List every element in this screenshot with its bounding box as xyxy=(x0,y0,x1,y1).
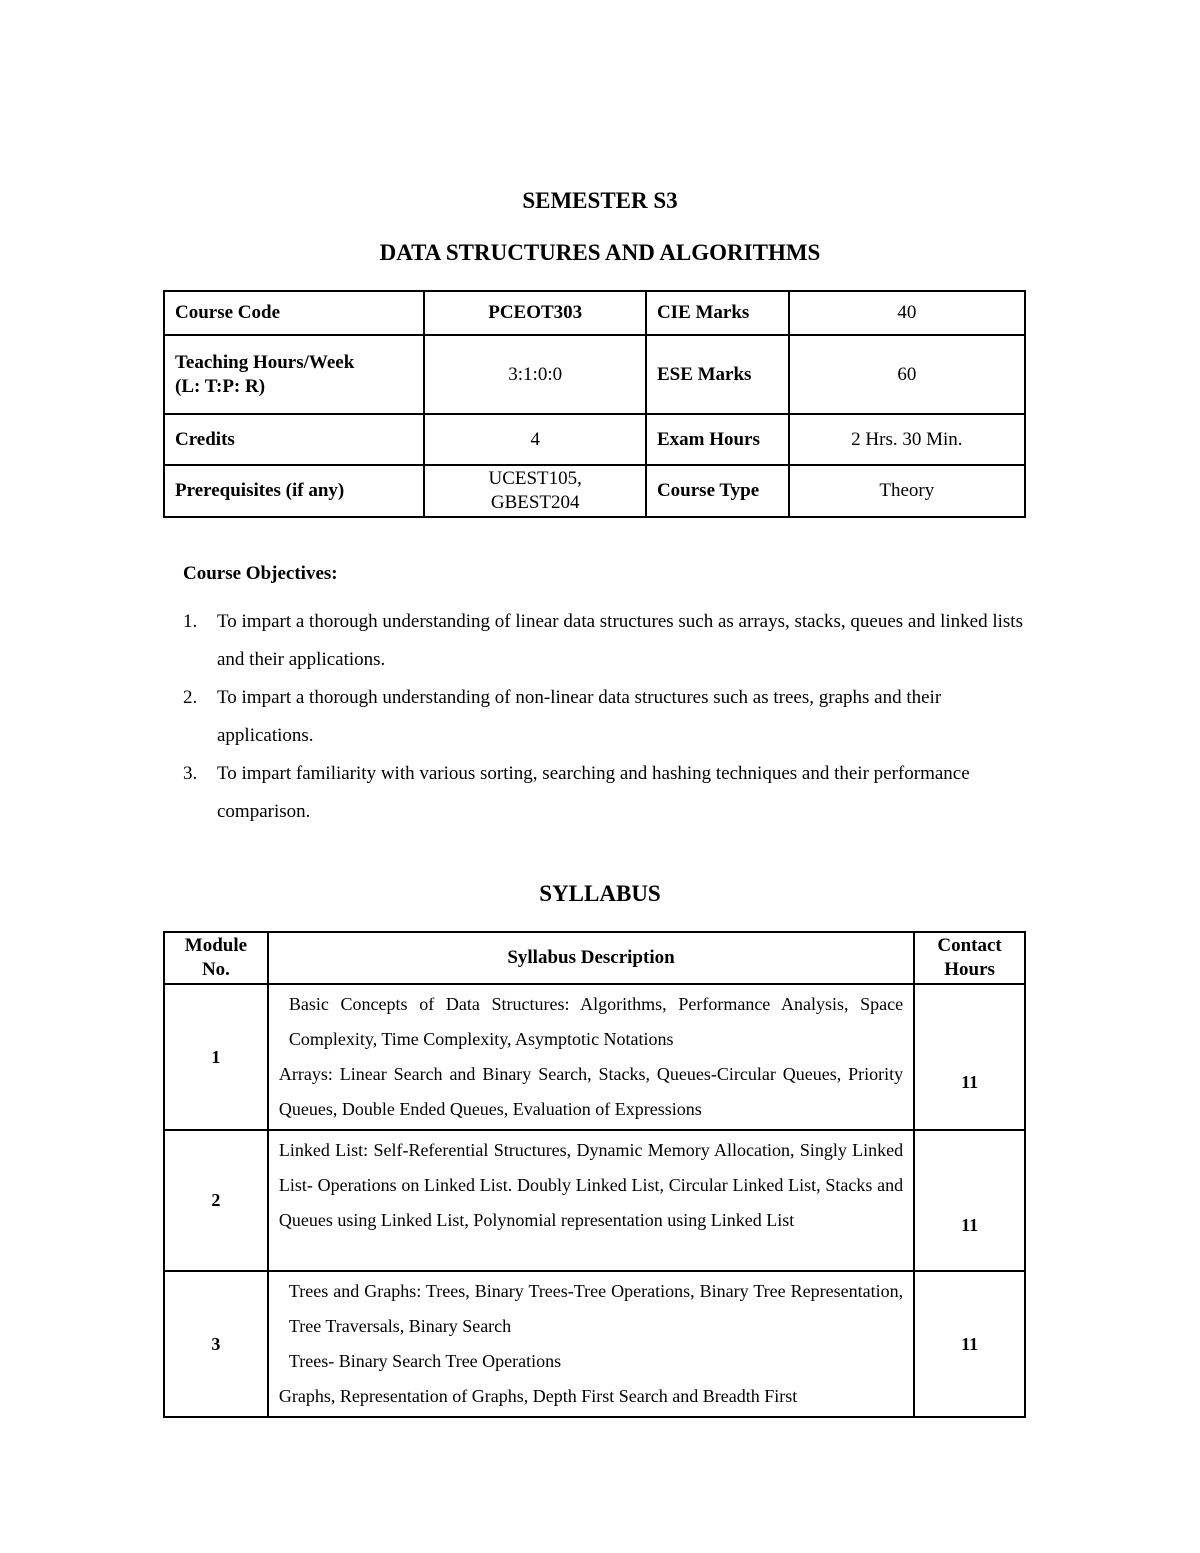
course-info-table xyxy=(163,290,1026,518)
module-hours: 11 xyxy=(914,1130,1025,1271)
semester-title: SEMESTER S3 xyxy=(522,188,678,213)
module-line: Trees and Graphs: Trees, Binary Trees-Tree Operations, Binary Tree Representation, Tree Traversals, Binary Search xyxy=(288,1281,904,1336)
module-description xyxy=(268,1271,914,1417)
objective-number: 1. xyxy=(183,611,198,632)
module-header-line2: No. xyxy=(201,959,230,980)
course-type-label: Course Type xyxy=(646,465,789,517)
hours-header-line2: Hours xyxy=(944,959,995,980)
credits-label: Credits xyxy=(164,414,424,465)
objective-item xyxy=(183,679,1033,755)
objective-item xyxy=(183,603,1033,679)
module-line: Basic Concepts of Data Structures: Algorithms, Performance Analysis, Space Complexity, Time Complexity, Asymptotic Notations xyxy=(288,994,904,1049)
exam-hours-value: 2 Hrs. 30 Min. xyxy=(789,414,1025,465)
course-objectives-section xyxy=(183,563,1033,831)
objective-text: To impart a thorough understanding of linear data structures such as arrays, stacks, queues and linked lists and their applications. xyxy=(217,611,1023,670)
ese-marks-value: 60 xyxy=(789,335,1025,414)
course-objectives-list xyxy=(183,603,1033,831)
teaching-hours-label-line2: (L: T:P: R) xyxy=(175,375,266,397)
objective-text: To impart a thorough understanding of non-linear data structures such as trees, graphs and their applications. xyxy=(217,687,942,746)
ese-marks-label: ESE Marks xyxy=(646,335,789,414)
objective-number: 3. xyxy=(183,763,198,784)
module-line: Graphs, Representation of Graphs, Depth First Search and Breadth First xyxy=(278,1386,798,1406)
teaching-hours-row xyxy=(164,335,1025,414)
prerequisites-line2: GBEST204 xyxy=(490,492,580,513)
module-hours: 11 xyxy=(914,984,1025,1130)
module-line: Trees- Binary Search Tree Operations xyxy=(288,1351,562,1371)
module-hours: 11 xyxy=(914,1271,1025,1417)
module-header-line1: Module xyxy=(184,935,248,956)
course-code-label: Course Code xyxy=(164,291,424,335)
module-number: 2 xyxy=(164,1130,268,1271)
module-description xyxy=(268,1130,914,1271)
prerequisites-value xyxy=(424,465,646,517)
course-code-value: PCEOT303 xyxy=(424,291,646,335)
exam-hours-label: Exam Hours xyxy=(646,414,789,465)
course-objectives-heading: Course Objectives: xyxy=(183,563,338,584)
cie-marks-value: 40 xyxy=(789,291,1025,335)
teaching-hours-value: 3:1:0:0 xyxy=(424,335,646,414)
hours-header-line1: Contact xyxy=(937,935,1002,956)
course-code-row xyxy=(164,291,1025,335)
course-title: DATA STRUCTURES AND ALGORITHMS xyxy=(379,240,821,265)
module-line: Linked List: Self-Referential Structures, Dynamic Memory Allocation, Singly Linked List- Operations on Linked List. Doubly Linked List, Circular Linked List, Stacks and Queues using Linked List, Polynomial representation using Linked List xyxy=(278,1140,904,1230)
syllabus-table xyxy=(163,931,1026,1418)
credits-row xyxy=(164,414,1025,465)
module-line: Arrays: Linear Search and Binary Search, Stacks, Queues-Circular Queues, Priority Queues, Double Ended Queues, Evaluation of Expressions xyxy=(278,1064,904,1119)
objective-item xyxy=(183,755,1033,831)
syllabus-description-header: Syllabus Description xyxy=(268,932,914,984)
teaching-hours-label-line1: Teaching Hours/Week xyxy=(175,351,355,373)
credits-value: 4 xyxy=(424,414,646,465)
module-row xyxy=(164,1271,1025,1417)
prerequisites-label: Prerequisites (if any) xyxy=(164,465,424,517)
syllabus-title: SYLLABUS xyxy=(539,881,661,906)
cie-marks-label: CIE Marks xyxy=(646,291,789,335)
teaching-hours-label xyxy=(164,335,424,414)
objective-text: To impart familiarity with various sorting, searching and hashing techniques and their performance comparison. xyxy=(217,763,970,822)
prerequisites-line1: UCEST105, xyxy=(488,468,582,489)
prerequisites-row xyxy=(164,465,1025,517)
module-number: 3 xyxy=(164,1271,268,1417)
module-description xyxy=(268,984,914,1130)
syllabus-header-row xyxy=(164,932,1025,984)
module-number: 1 xyxy=(164,984,268,1130)
contact-hours-header xyxy=(914,932,1025,984)
objective-number: 2. xyxy=(183,687,198,708)
module-row xyxy=(164,984,1025,1130)
course-type-value: Theory xyxy=(789,465,1025,517)
module-row xyxy=(164,1130,1025,1271)
module-no-header xyxy=(164,932,268,984)
